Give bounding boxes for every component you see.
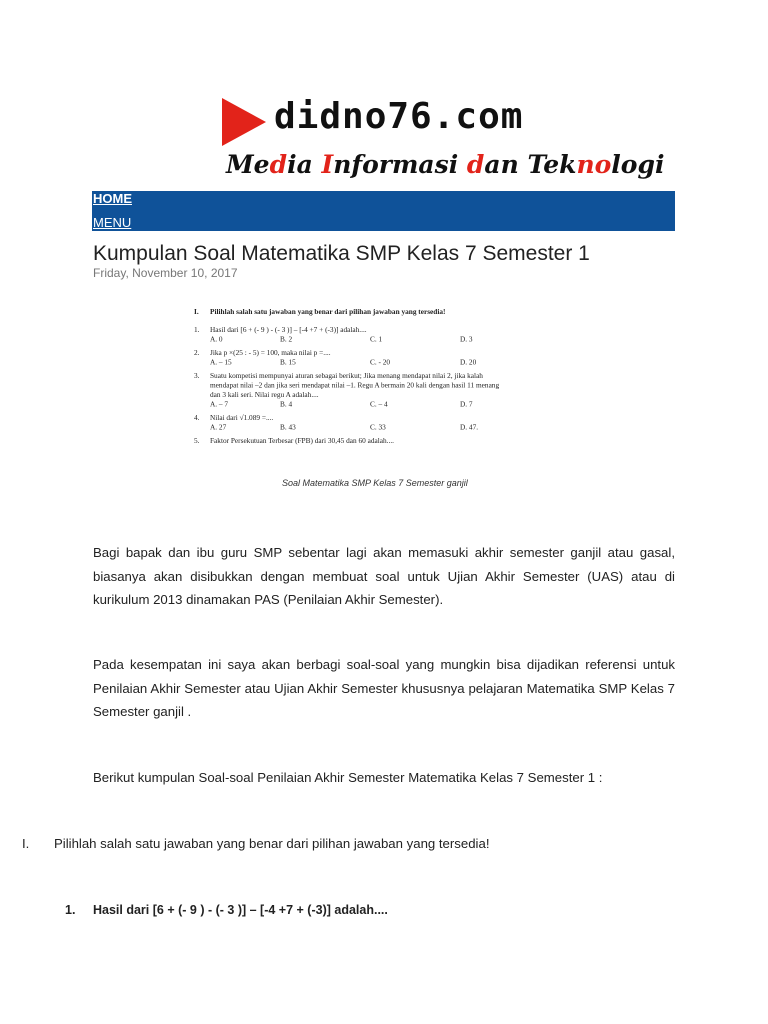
figure-answer-option: A. 27: [210, 422, 227, 432]
section-number: I.: [22, 836, 30, 851]
tagline-segment: ia: [287, 150, 322, 179]
section-instruction: Pilihlah salah satu jawaban yang benar dari pilihan jawaban yang tersedia!: [54, 836, 490, 851]
figure-question-text: Jika p ×(25 : - 5) = 100, maka nilai p =....: [210, 348, 331, 357]
tagline-segment: nformasi: [333, 150, 467, 179]
figure-answer-option: D. 7: [460, 399, 473, 409]
figure-question-text: Suatu kompetisi mempunyai aturan sebagai berikut; Jika menang mendapat nilai 2, jika kalah: [210, 371, 483, 380]
article-paragraph: Bagi bapak dan ibu guru SMP sebentar lagi akan memasuki akhir semester ganjil atau gasal, biasanya akan disibukkan dengan membuat soal untuk Ujian Akhir Semester (UAS) atau di kurikulum 2013 dinamakan PAS (Penilaian Akhir Semester).: [93, 545, 675, 608]
figure-question-text: mendapat nilai –2 dan jika seri mendapat nilai –1. Regu A bermain 20 kali dengan hasil 11 menang: [210, 380, 500, 390]
figure-answer-option: C. 33: [370, 422, 386, 432]
figure-answer-option: B. 2: [280, 334, 293, 344]
figure-question-number: 1.: [194, 325, 200, 334]
site-logo[interactable]: [222, 96, 665, 186]
figure-heading: Pilihlah salah satu jawaban yang benar dari pilihan jawaban yang tersedia!: [210, 307, 446, 316]
article-title: Kumpulan Soal Matematika SMP Kelas 7 Semester 1: [93, 242, 590, 265]
figure-answer-option: B. 43: [280, 422, 296, 432]
figure-answer-option: D. 20: [460, 357, 477, 367]
figure-question-number: 4.: [194, 413, 200, 422]
figure-answer-option: B. 4: [280, 399, 293, 409]
worksheet-image: [184, 300, 514, 495]
play-icon: [222, 98, 266, 146]
tagline-segment: an Tek: [484, 150, 577, 179]
tagline-segment: I: [321, 150, 334, 179]
figure-question-text: dan 3 kali seri. Nilai regu A adalah....: [210, 390, 319, 399]
question-text: Hasil dari [6 + (- 9 ) - (- 3 )] – [-4 +7 + (-3)] adalah....: [93, 903, 388, 917]
figure-answer-option: A. – 7: [210, 399, 229, 409]
figure-answer-option: A. 0: [210, 334, 223, 344]
article-paragraph: Berikut kumpulan Soal-soal Penilaian Akhir Semester Matematika Kelas 7 Semester 1 :: [93, 770, 603, 785]
figure-answer-option: D. 3: [460, 334, 473, 344]
nav-bar: [92, 191, 675, 231]
figure-answer-option: D. 47.: [460, 422, 479, 432]
figure-question-text: Hasil dari [6 + (- 9 ) - (- 3 )] – [-4 +7 + (-3)] adalah....: [210, 325, 367, 334]
nav-menu-link[interactable]: MENU: [93, 215, 132, 230]
figure-answer-option: B. 15: [280, 357, 296, 367]
logo-text: didno76.com: [274, 96, 524, 137]
figure-answer-option: C. - 20: [370, 357, 391, 367]
figure-questions: [194, 325, 499, 445]
figure-question-number: 3.: [194, 371, 200, 380]
figure-question-text: Nilai dari √1.089 =....: [210, 413, 274, 422]
site-tagline: [226, 150, 664, 179]
figure-heading-number: I.: [194, 307, 199, 316]
figure-answer-option: C. 1: [370, 334, 383, 344]
article-date: Friday, November 10, 2017: [93, 266, 238, 280]
tagline-segment: no: [576, 150, 612, 179]
tagline-segment: d: [269, 150, 288, 179]
nav-home-link[interactable]: HOME: [93, 191, 132, 206]
tagline-segment: logi: [611, 150, 665, 179]
figure-question-number: 2.: [194, 348, 200, 357]
figure-question-number: 5.: [194, 436, 200, 445]
tagline-segment: d: [466, 150, 485, 179]
figure-answer-option: C. – 4: [370, 399, 388, 409]
figure-answer-option: A. – 15: [210, 357, 232, 367]
tagline-segment: Me: [226, 150, 270, 179]
figure-caption: Soal Matematika SMP Kelas 7 Semester ganjil: [282, 478, 468, 488]
article-paragraph: Pada kesempatan ini saya akan berbagi soal-soal yang mungkin bisa dijadikan referensi untuk Penilaian Akhir Semester atau Ujian Akhir Semester khususnya pelajaran Matematika SMP Kelas 7 Semester ganjil .: [93, 657, 675, 720]
question-number: 1.: [65, 903, 76, 917]
figure-question-text: Faktor Persekutuan Terbesar (FPB) dari 30,45 dan 60 adalah....: [210, 436, 394, 445]
